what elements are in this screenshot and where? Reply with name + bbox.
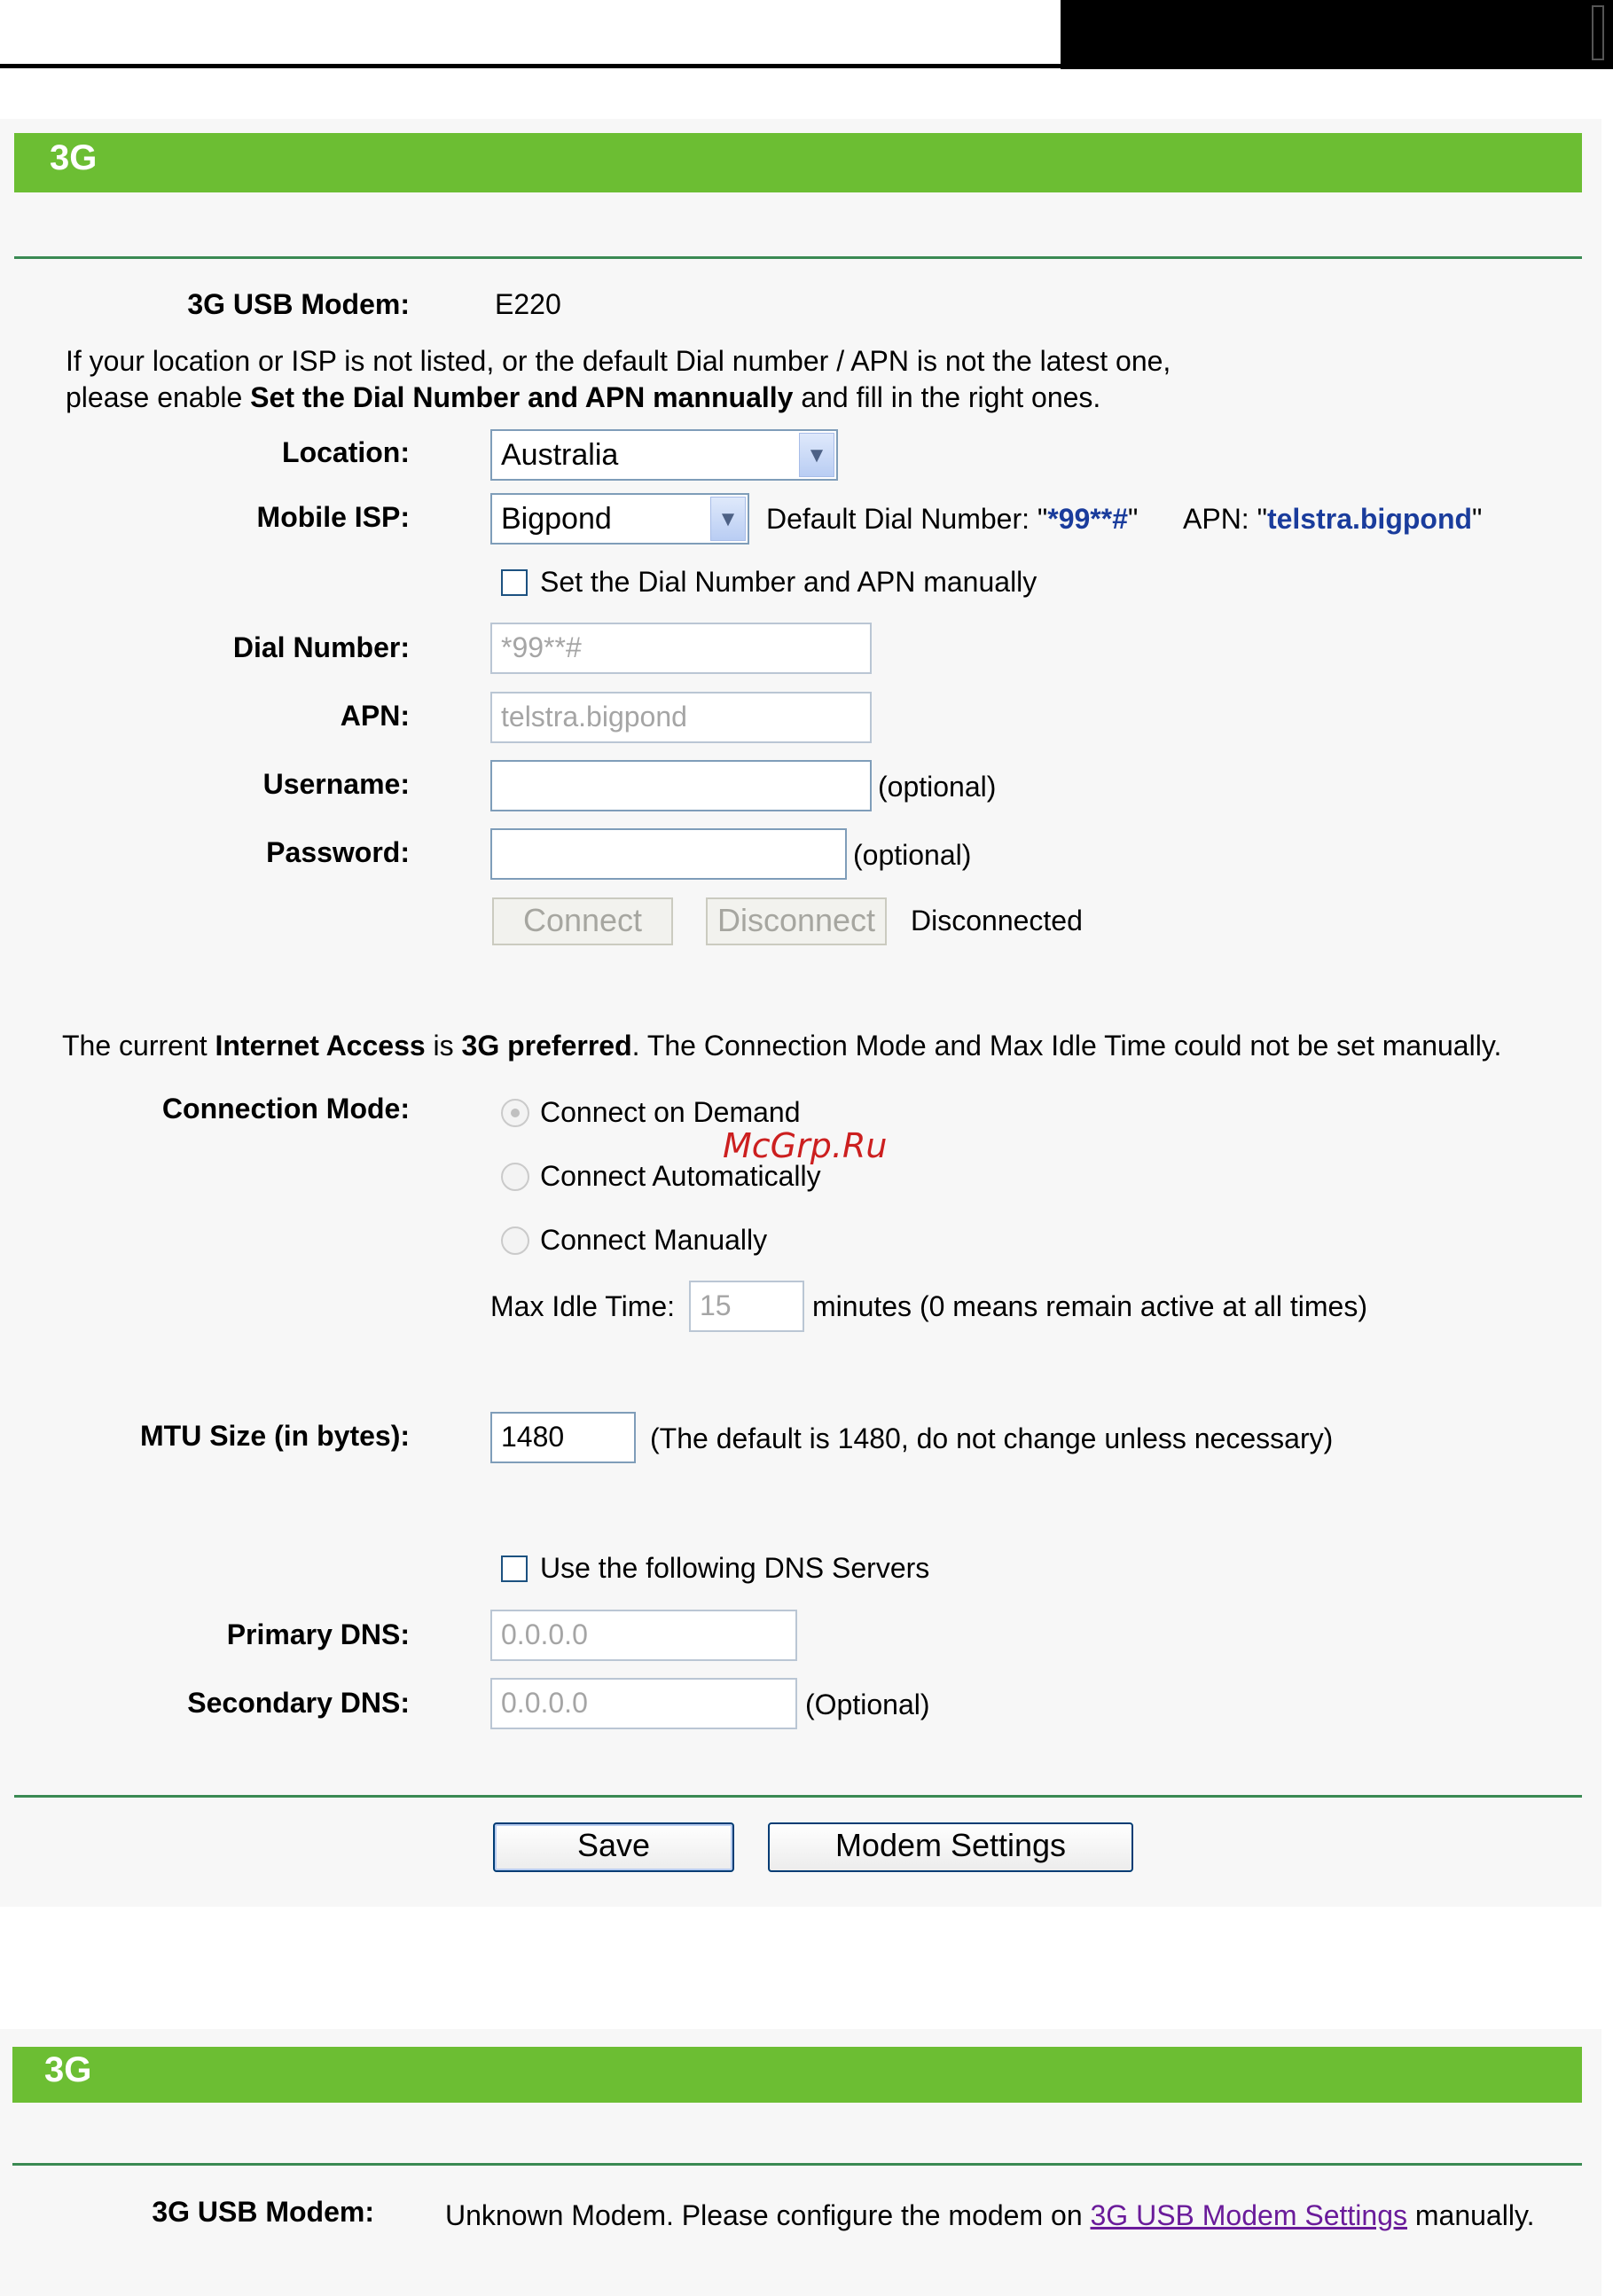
- dns-checkbox[interactable]: [501, 1555, 528, 1582]
- top-right-notch: [1592, 5, 1604, 60]
- section2-divider: [12, 2163, 1582, 2166]
- default-apn-info: APN: "telstra.bigpond": [1183, 503, 1483, 535]
- chevron-down-icon[interactable]: ▼: [710, 497, 746, 541]
- unknown-modem-message: Unknown Modem. Please configure the modem on 3G USB Modem Settings manually.: [445, 2199, 1535, 2231]
- bottom-divider: [14, 1795, 1582, 1798]
- manual-apn-label: Set the Dial Number and APN manually: [540, 566, 1037, 598]
- disconnect-button[interactable]: Disconnect: [706, 897, 887, 945]
- mode-option-on-demand: Connect on Demand: [540, 1096, 801, 1128]
- mtu-input[interactable]: 1480: [490, 1412, 636, 1463]
- isp-label: Mobile ISP:: [256, 501, 410, 533]
- username-input[interactable]: [490, 760, 872, 811]
- info-text-line2: please enable Set the Dial Number and APN mannually and fill in the right ones.: [66, 381, 1101, 413]
- chevron-down-icon[interactable]: ▼: [799, 433, 834, 477]
- save-button[interactable]: Save: [493, 1822, 734, 1872]
- connection-status: Disconnected: [911, 905, 1083, 936]
- top-right-block: [1061, 0, 1613, 69]
- mode-option-automatically: Connect Automatically: [540, 1160, 821, 1192]
- primary-dns-label: Primary DNS:: [226, 1618, 410, 1650]
- radio-connect-on-demand[interactable]: [501, 1099, 529, 1127]
- info-text-line1: If your location or ISP is not listed, or the default Dial number / APN is not the latest one,: [66, 345, 1171, 377]
- modem-settings-button[interactable]: Modem Settings: [768, 1822, 1133, 1872]
- dial-number-label: Dial Number:: [232, 631, 410, 663]
- connection-mode-label: Connection Mode:: [161, 1093, 410, 1124]
- location-label: Location:: [282, 436, 410, 468]
- mode-option-manually: Connect Manually: [540, 1224, 768, 1256]
- section-header-bar-2: [12, 2047, 1582, 2103]
- password-hint: (optional): [853, 839, 972, 871]
- primary-dns-input[interactable]: 0.0.0.0: [490, 1610, 797, 1661]
- modem-label-2: 3G USB Modem:: [152, 2196, 374, 2228]
- mtu-hint: (The default is 1480, do not change unless necessary): [650, 1422, 1334, 1454]
- dns-checkbox-label: Use the following DNS Servers: [540, 1552, 930, 1584]
- modem-label: 3G USB Modem:: [187, 288, 410, 320]
- radio-connect-manually[interactable]: [501, 1226, 529, 1255]
- username-hint: (optional): [878, 771, 997, 803]
- radio-connect-automatically[interactable]: [501, 1163, 529, 1191]
- mtu-label: MTU Size (in bytes):: [139, 1420, 410, 1452]
- section-title: 3G: [50, 138, 98, 177]
- internet-access-note: The current Internet Access is 3G preferred. The Connection Mode and Max Idle Time could not be set manually.: [62, 1030, 1502, 1062]
- modem-value: E220: [495, 288, 561, 320]
- watermark-text: McGrp.Ru: [723, 1126, 888, 1165]
- section-title-2: 3G: [44, 2050, 92, 2089]
- location-select[interactable]: [490, 429, 838, 481]
- password-input[interactable]: [490, 828, 847, 880]
- max-idle-hint: minutes (0 means remain active at all times): [812, 1290, 1367, 1322]
- secondary-dns-input[interactable]: 0.0.0.0: [490, 1678, 797, 1729]
- top-border-line: [0, 64, 1064, 68]
- radio-selected-dot: [511, 1109, 520, 1117]
- isp-select[interactable]: [490, 493, 749, 545]
- max-idle-label: Max Idle Time:: [490, 1290, 676, 1322]
- default-dial-info: Default Dial Number: "*99**#": [766, 503, 1139, 535]
- secondary-dns-label: Secondary DNS:: [187, 1687, 410, 1719]
- username-label: Username:: [262, 768, 410, 800]
- section-header-bar: [14, 133, 1582, 192]
- password-label: Password:: [266, 836, 410, 868]
- manual-apn-checkbox[interactable]: [501, 569, 528, 596]
- connect-button[interactable]: Connect: [492, 897, 673, 945]
- apn-input[interactable]: telstra.bigpond: [490, 692, 872, 743]
- apn-label: APN:: [340, 700, 410, 732]
- secondary-dns-hint: (Optional): [805, 1689, 930, 1720]
- top-divider: [14, 256, 1582, 259]
- max-idle-input[interactable]: 15: [689, 1281, 804, 1332]
- modem-settings-link[interactable]: 3G USB Modem Settings: [1090, 2199, 1407, 2231]
- dial-number-input[interactable]: *99**#: [490, 623, 872, 674]
- location-selected-value: Australia: [501, 438, 619, 472]
- isp-selected-value: Bigpond: [501, 502, 612, 536]
